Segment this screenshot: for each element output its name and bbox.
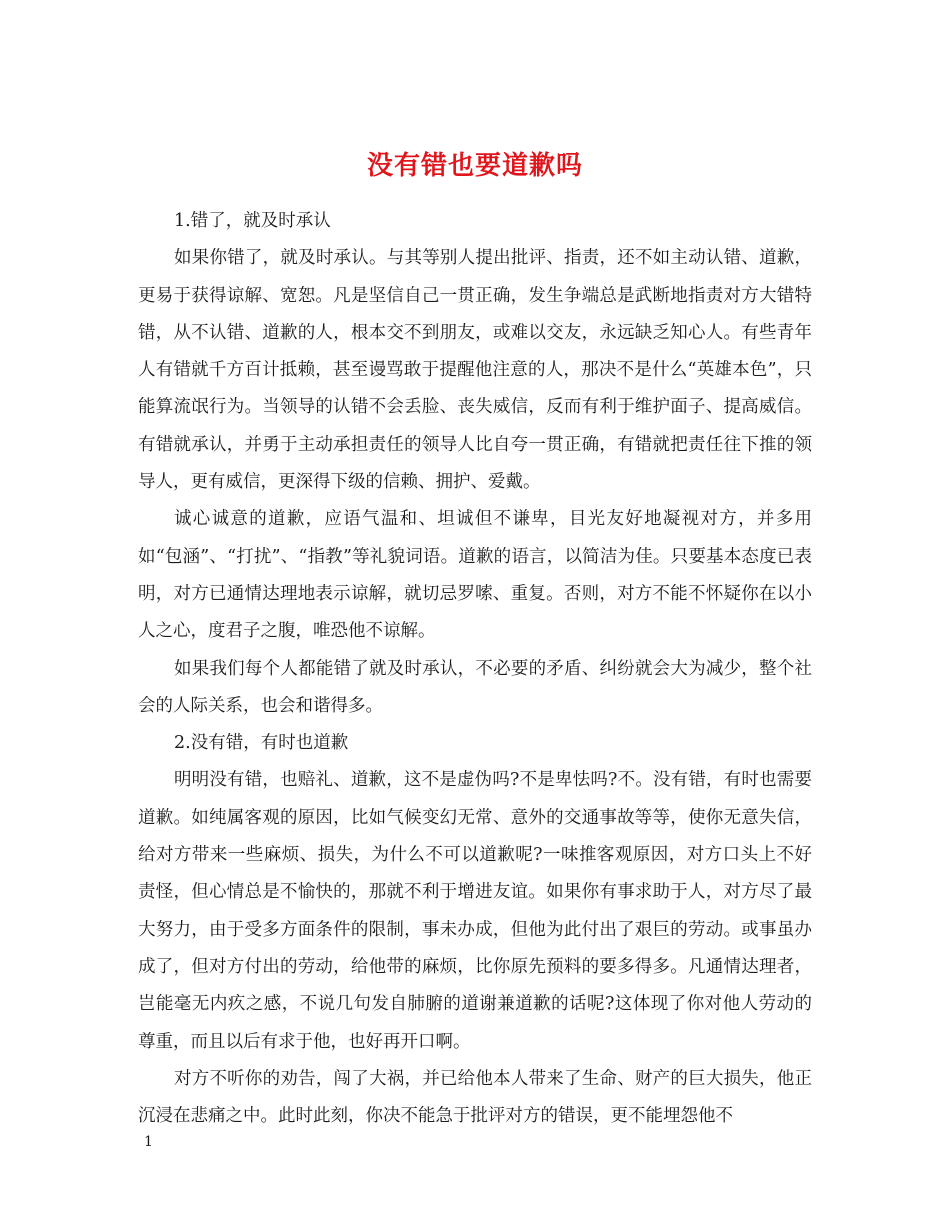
paragraph-3: 如果我们每个人都能错了就及时承认，不必要的矛盾、纠纷就会大为减少，整个社会的人际关系，也会和谐得多。 <box>138 658 812 716</box>
document-title: 没有错也要道歉吗 <box>366 151 583 182</box>
paragraph-1: 如果你错了，就及时承认。与其等别人提出批评、指责，还不如主动认错、道歉，更易于获得谅解、宽恕。凡是坚信自己一贯正确，发生争端总是武断地指责对方大错特错，从不认错、道歉的人，根本交不到朋友，或难以交友，永远缺乏知心人。有些青年人有错就千方百计抵赖，甚至谩骂敢于提醒他注意的人，那决不是什么“英雄本色”，只能算流氓行为。当领导的认错不会丢脸、丧失威信，反而有利于维护面子、提高威信。有错就承认，并勇于主动承担责任的领导人比自夸一贯正确，有错就把责任往下推的领导人，更有威信，更深得下级的信赖、拥护、爱戴。 <box>138 248 812 493</box>
paragraph-2: 诚心诚意的道歉，应语气温和、坦诚但不谦卑，目光友好地凝视对方，并多用如“包涵”、“打扰”、“指教”等礼貌词语。道歉的语言，以简洁为佳。只要基本态度已表明，对方已通情达理地表示谅解，就切忌罗嗦、重复。否则，对方不能不怀疑你在以小人之心，度君子之腹，唯恐他不谅解。 <box>138 509 812 642</box>
paragraph-5: 对方不听你的劝告，闯了大祸，并已给他本人带来了生命、财产的巨大损失，他正沉浸在悲痛之中。此时此刻，你决不能急于批评对方的错误，更不能埋怨他不 <box>138 1068 812 1127</box>
page-number: 1 <box>144 1134 153 1150</box>
section-heading-1: 1.错了，就及时承认 <box>174 211 331 231</box>
document-body <box>138 203 812 1135</box>
paragraph-4: 明明没有错，也赔礼、道歉，这不是虚伪吗?不是卑怯吗?不。没有错，有时也需要道歉。如纯属客观的原因，比如气候变幻无常、意外的交通事故等等，使你无意失信，给对方带来一些麻烦、损失，为什么不可以道歉呢?一味推客观原因，对方口头上不好责怪，但心情总是不愉快的，那就不利于增进友谊。如果你有事求助于人，对方尽了最大努力，由于受多方面条件的限制，事未办成，但他为此付出了艰巨的劳动。或事虽办成了，但对方付出的劳动，给他带的麻烦，比你原先预料的要多得多。凡通情达理者，岂能毫无内疚之感，不说几句发自肺腑的道谢兼道歉的话呢?这体现了你对他人劳动的尊重，而且以后有求于他，也好再开口啊。 <box>138 770 812 1052</box>
section-heading-2: 2.没有错，有时也道歉 <box>174 733 349 754</box>
